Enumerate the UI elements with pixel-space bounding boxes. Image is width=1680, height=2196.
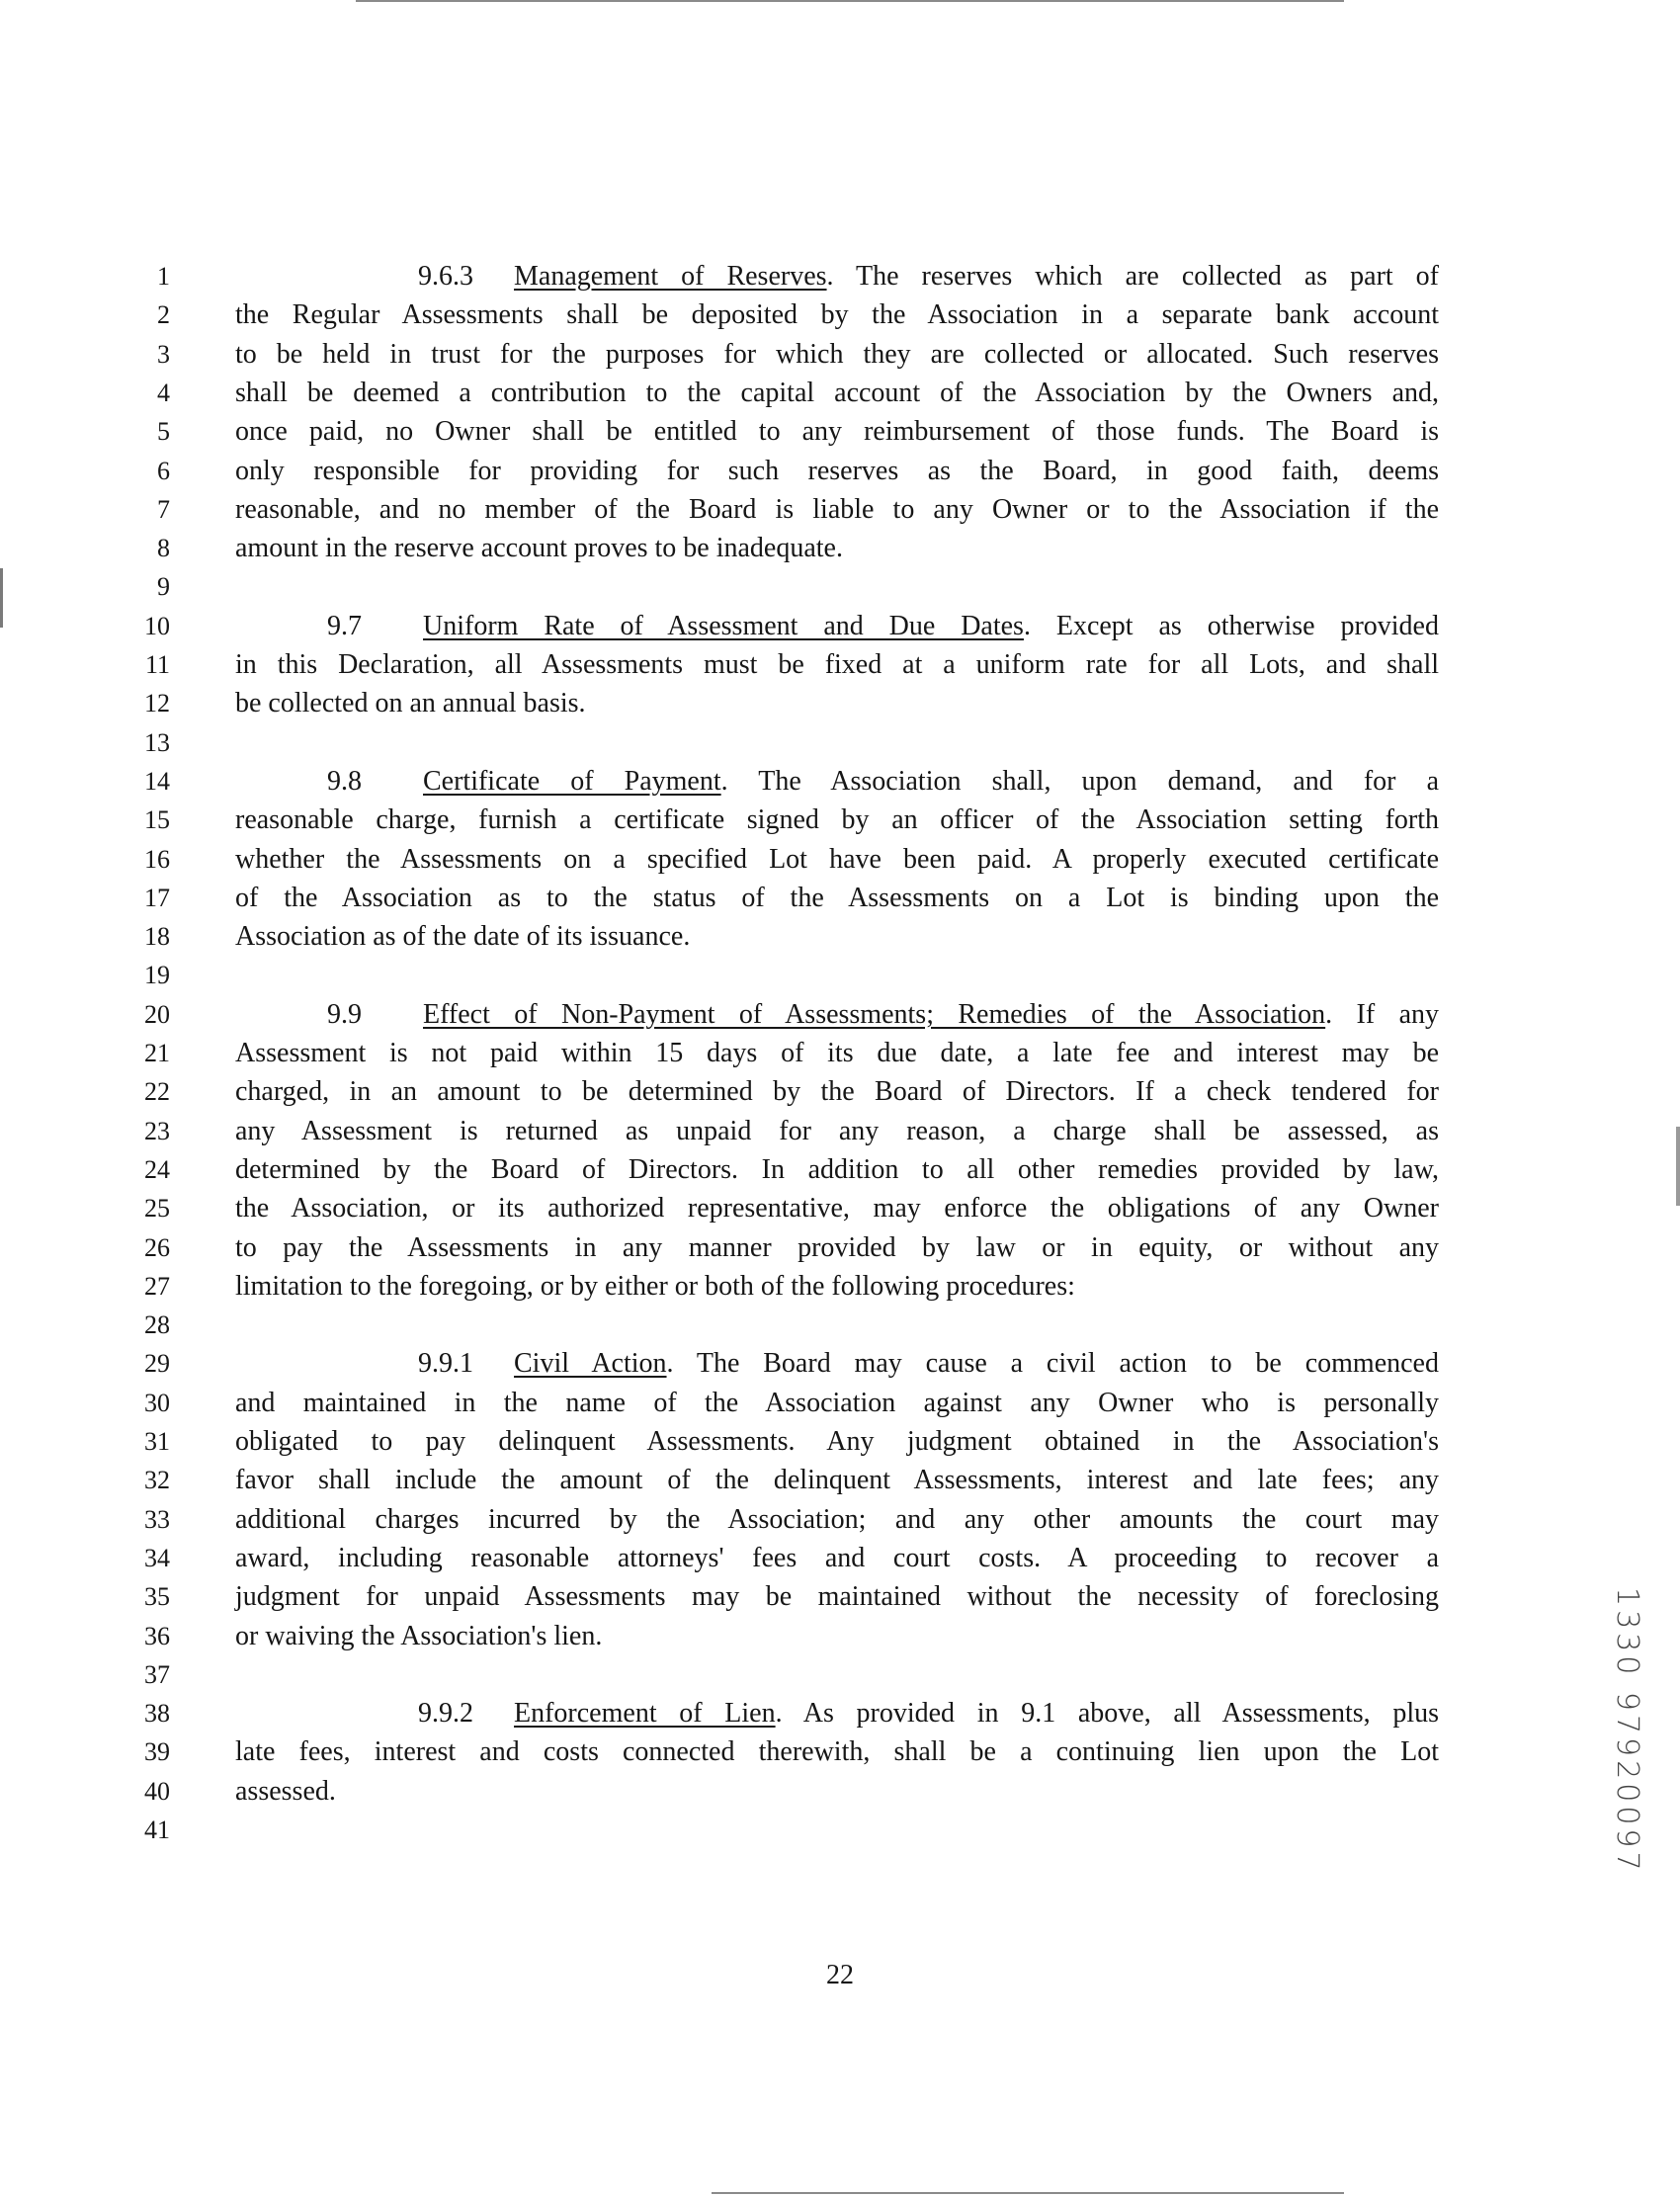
document-line <box>0 1500 1680 1539</box>
line-number: 41 <box>144 1816 170 1844</box>
document-line <box>0 801 1680 839</box>
line-text <box>235 1732 1439 1771</box>
body-text: late fees, interest and costs connected therewith, shall be a continuing lien upon the Lot <box>235 1736 1439 1768</box>
document-line <box>0 374 1680 412</box>
body-text: amount in the reserve account proves to be inadequate. <box>235 533 843 564</box>
line-number: 6 <box>157 456 170 485</box>
document-line <box>0 1422 1680 1461</box>
line-text <box>235 1461 1439 1499</box>
section-heading: Uniform Rate of Assessment and Due Dates <box>423 610 1024 641</box>
document-line <box>0 335 1680 374</box>
body-text: favor shall include the amount of the delinquent Assessments, interest and late fees; any <box>235 1465 1439 1496</box>
section-text: . If any <box>1325 998 1439 1030</box>
body-text: of the Association as to the status of the Assessments on a Lot is binding upon the <box>235 882 1439 913</box>
line-text <box>235 1500 1439 1539</box>
line-number: 8 <box>157 534 170 563</box>
line-number: 19 <box>144 961 170 990</box>
document-line <box>0 762 1680 801</box>
line-text <box>235 412 1439 451</box>
line-text <box>235 840 1439 879</box>
line-number: 12 <box>144 689 170 718</box>
line-number: 21 <box>144 1039 170 1067</box>
line-number: 36 <box>144 1621 170 1650</box>
recording-stamp-text: 1330 97920097 <box>1610 1587 1644 1875</box>
line-number: 35 <box>144 1582 170 1612</box>
document-line <box>0 1577 1680 1616</box>
document-line <box>0 879 1680 917</box>
document-line <box>0 1655 1680 1694</box>
document-line <box>0 840 1680 879</box>
line-text <box>235 1267 1439 1306</box>
line-number: 2 <box>157 300 170 330</box>
body-text: to be held in trust for the purposes for which they are collected or allocated. Such reserves <box>235 338 1439 370</box>
line-text <box>235 1228 1439 1267</box>
line-number: 26 <box>144 1232 170 1262</box>
document-line <box>0 296 1680 334</box>
section-number: 9.9 <box>327 998 362 1030</box>
body-text: the Regular Assessments shall be deposited by the Association in a separate bank account <box>235 299 1439 331</box>
document-line <box>0 452 1680 490</box>
body-text: in this Declaration, all Assessments must be fixed at a uniform rate for all Lots, and shall <box>235 649 1439 680</box>
body-text: judgment for unpaid Assessments may be maintained without the necessity of foreclosing <box>235 1581 1439 1613</box>
document-line <box>0 645 1680 684</box>
line-text <box>235 1577 1439 1616</box>
line-text <box>235 1772 1439 1811</box>
section-heading: Management of Reserves <box>514 261 827 292</box>
line-number: 28 <box>144 1310 170 1340</box>
body-text: only responsible for providing for such reserves as the Board, in good faith, deems <box>235 455 1439 486</box>
line-text <box>235 1617 1439 1655</box>
document-line <box>0 1189 1680 1227</box>
document-line <box>0 684 1680 722</box>
body-text: additional charges incurred by the Association; and any other amounts the court may <box>235 1503 1439 1535</box>
section-number: 9.7 <box>327 610 362 641</box>
document-line <box>0 529 1680 567</box>
line-number: 10 <box>144 611 170 640</box>
document-line <box>0 917 1680 956</box>
document-line <box>0 1694 1680 1732</box>
document-line <box>0 1034 1680 1072</box>
body-text: Association as of the date of its issuance. <box>235 921 691 953</box>
line-number: 11 <box>144 650 170 679</box>
line-number: 38 <box>144 1699 170 1729</box>
line-number: 39 <box>144 1737 170 1767</box>
document-line <box>0 1150 1680 1189</box>
document-line <box>0 1344 1680 1383</box>
section-number: 9.8 <box>327 765 362 797</box>
line-number: 16 <box>144 844 170 874</box>
line-number: 15 <box>144 805 170 835</box>
line-number: 4 <box>157 378 170 407</box>
document-line <box>0 490 1680 529</box>
body-text: Assessment is not paid within 15 days of its due date, a late fee and interest may be <box>235 1038 1439 1068</box>
line-number: 13 <box>144 727 170 757</box>
section-heading: Civil Action <box>514 1348 667 1380</box>
line-text <box>235 1384 1439 1422</box>
body-text: be collected on an annual basis. <box>235 688 586 719</box>
document-line <box>0 1228 1680 1267</box>
body-text: or waiving the Association's lien. <box>235 1620 603 1651</box>
body-text: assessed. <box>235 1775 336 1807</box>
line-text <box>235 1072 1439 1111</box>
scan-border-bottom <box>712 2192 1344 2194</box>
body-text: award, including reasonable attorneys' fees and court costs. A proceeding to recover a <box>235 1542 1439 1573</box>
line-number: 23 <box>144 1116 170 1145</box>
document-line <box>0 1811 1680 1849</box>
body-text: to pay the Assessments in any manner provided by law or in equity, or without any <box>235 1231 1439 1263</box>
line-number: 40 <box>144 1776 170 1806</box>
body-text: limitation to the foregoing, or by either or both of the following procedures: <box>235 1270 1075 1302</box>
section-text: . The Board may cause a civil action to be commenced <box>666 1348 1439 1380</box>
line-text <box>235 452 1439 490</box>
line-number: 33 <box>144 1504 170 1534</box>
section-number: 9.9.1 <box>418 1348 473 1380</box>
line-text <box>235 684 1439 722</box>
section-number: 9.6.3 <box>418 261 473 292</box>
section-text: . The Association shall, upon demand, and for a <box>720 765 1439 797</box>
body-text: reasonable, and no member of the Board is liable to any Owner or to the Association if the <box>235 493 1439 525</box>
body-text: determined by the Board of Directors. In addition to all other remedies provided by law, <box>235 1153 1439 1185</box>
line-number: 34 <box>144 1543 170 1572</box>
line-number: 14 <box>144 766 170 796</box>
document-line <box>0 1306 1680 1344</box>
body-text: obligated to pay delinquent Assessments. Any judgment obtained in the Association's <box>235 1426 1439 1457</box>
document-line <box>0 1267 1680 1306</box>
line-number: 9 <box>157 572 170 602</box>
document-line <box>0 607 1680 645</box>
line-number: 32 <box>144 1466 170 1495</box>
line-number: 17 <box>144 883 170 912</box>
document-line <box>0 412 1680 451</box>
body-text: once paid, no Owner shall be entitled to any reimbursement of those funds. The Board is <box>235 416 1439 448</box>
line-text <box>235 296 1439 334</box>
line-number: 24 <box>144 1154 170 1184</box>
section-text: . Except as otherwise provided <box>1023 610 1439 641</box>
line-text <box>235 645 1439 684</box>
document-line <box>0 1072 1680 1111</box>
body-text: and maintained in the name of the Association against any Owner who is personally <box>235 1387 1439 1418</box>
body-text: reasonable charge, furnish a certificate signed by an officer of the Association setting forth <box>235 804 1439 836</box>
scan-border-top <box>356 0 1344 2</box>
document-line <box>0 1112 1680 1150</box>
line-text <box>235 801 1439 839</box>
line-text <box>235 1694 1439 1732</box>
line-text <box>235 1112 1439 1150</box>
line-text <box>235 1344 1439 1383</box>
line-text <box>235 490 1439 529</box>
line-text <box>235 879 1439 917</box>
body-text: any Assessment is returned as unpaid for any reason, a charge shall be assessed, as <box>235 1115 1439 1146</box>
document-line <box>0 995 1680 1034</box>
section-text: . As provided in 9.1 above, all Assessments, plus <box>775 1698 1439 1730</box>
recording-stamp <box>1607 1587 1646 1875</box>
line-text <box>235 335 1439 374</box>
line-text <box>235 374 1439 412</box>
line-number: 18 <box>144 922 170 952</box>
body-text: whether the Assessments on a specified Lot have been paid. A properly executed certificate <box>235 843 1439 875</box>
section-heading: Effect of Non-Payment of Assessments; Remedies of the Association <box>423 998 1326 1030</box>
section-number: 9.9.2 <box>418 1698 473 1730</box>
page-number: 22 <box>826 1960 854 1990</box>
line-text <box>235 257 1439 296</box>
line-number: 1 <box>157 262 170 291</box>
line-text <box>235 1150 1439 1189</box>
document-line <box>0 257 1680 296</box>
document-line <box>0 1617 1680 1655</box>
line-number: 7 <box>157 494 170 524</box>
document-line <box>0 567 1680 606</box>
section-text: . The reserves which are collected as part of <box>826 261 1439 292</box>
line-number: 20 <box>144 999 170 1029</box>
line-text <box>235 1034 1439 1072</box>
document-line <box>0 956 1680 994</box>
document-line <box>0 1772 1680 1811</box>
line-number: 25 <box>144 1194 170 1224</box>
body-text: shall be deemed a contribution to the capital account of the Association by the Owners and, <box>235 377 1439 408</box>
line-number: 3 <box>157 339 170 369</box>
line-text <box>235 917 1439 956</box>
body-text: charged, in an amount to be determined by the Board of Directors. If a check tendered for <box>235 1076 1439 1108</box>
body-text: the Association, or its authorized representative, may enforce the obligations of any Owner <box>235 1193 1439 1225</box>
line-text <box>235 1539 1439 1577</box>
line-number: 5 <box>157 417 170 447</box>
line-number: 29 <box>144 1349 170 1379</box>
document-line <box>0 1461 1680 1499</box>
line-number: 31 <box>144 1427 170 1456</box>
line-text <box>235 995 1439 1034</box>
line-number: 22 <box>144 1077 170 1107</box>
document-line <box>0 1539 1680 1577</box>
document-line <box>0 723 1680 762</box>
line-text <box>235 762 1439 801</box>
section-heading: Certificate of Payment <box>423 765 721 797</box>
document-line <box>0 1384 1680 1422</box>
line-number: 37 <box>144 1659 170 1689</box>
line-text <box>235 1422 1439 1461</box>
line-text <box>235 529 1439 567</box>
document-line <box>0 1732 1680 1771</box>
line-number: 30 <box>144 1388 170 1417</box>
line-text <box>235 607 1439 645</box>
line-number: 27 <box>144 1271 170 1301</box>
section-heading: Enforcement of Lien <box>514 1698 776 1730</box>
line-text <box>235 1189 1439 1227</box>
